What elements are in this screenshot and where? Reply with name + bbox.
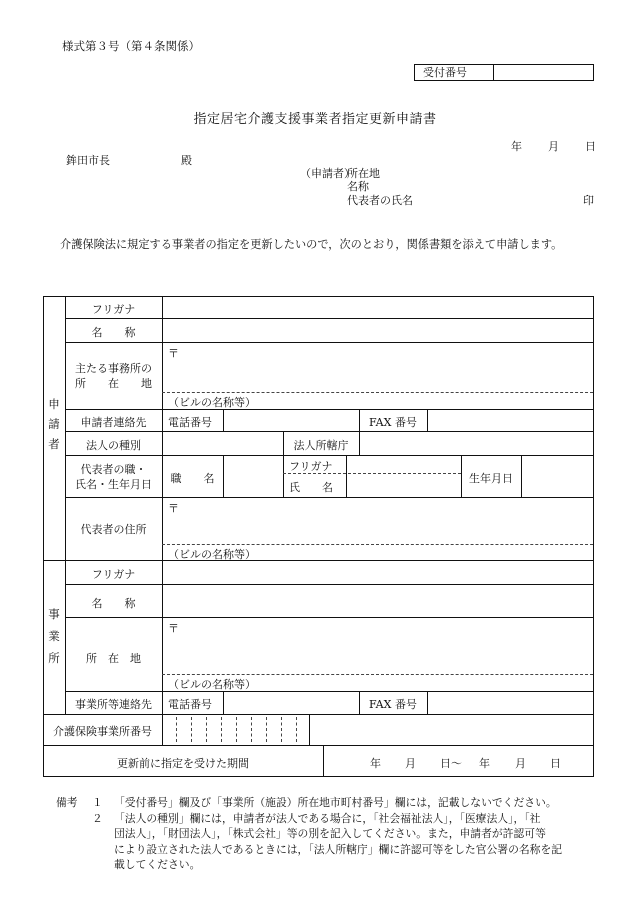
- office-postal-mark: 〒: [168, 622, 179, 635]
- office-furigana-label: フリガナ: [91, 568, 136, 581]
- rep-building-label: （ビルの名称等）: [168, 548, 256, 561]
- office-building-label: （ビルの名称等）: [168, 678, 256, 691]
- applicant-address-label: 所在地: [347, 167, 380, 180]
- seal-mark: 印: [583, 194, 594, 207]
- building-label: （ビルの名称等）: [168, 396, 256, 409]
- insurance-number-label: 介護保険事業所番号: [53, 725, 152, 738]
- applicant-rep-label: 代表者の氏名: [347, 194, 413, 207]
- fax-label: FAX 番号: [369, 416, 417, 429]
- date-day: 日: [585, 140, 596, 153]
- notes-section: [56, 795, 563, 873]
- applicant-name-field[interactable]: [162, 318, 593, 342]
- period-day-2: 日: [550, 757, 561, 770]
- date-year: 年: [511, 140, 522, 153]
- application-statement: 介護保険法に規定する事業者の指定を更新したいので，次のとおり，関係書類を添えて申請します。: [60, 238, 563, 251]
- document-title: 指定居宅介護支援事業者指定更新申請書: [193, 112, 437, 127]
- office-name-field[interactable]: [162, 584, 593, 617]
- note-2-line-3: により設立された法人であるときには，「法人所轄庁」欄に許認可等をした官公署の名称を記: [114, 842, 563, 856]
- note-2-line-2: 団法人」，「財団法人」，「株式会社」等の別を記入してください。また，申請者が許認可等: [114, 827, 546, 840]
- application-table: [43, 296, 594, 777]
- corp-authority-field[interactable]: [359, 431, 593, 455]
- office-phone-label: 電話番号: [168, 698, 212, 711]
- office-fax-label: FAX 番号: [369, 698, 417, 711]
- office-fax-field[interactable]: [427, 691, 593, 714]
- office-location-label: 所 在 地: [86, 652, 141, 665]
- phone-label: 電話番号: [168, 416, 212, 429]
- period-year-2: 年: [479, 757, 490, 770]
- applicant-label: （申請者）: [300, 167, 355, 180]
- corp-authority-label: 法人所轄庁: [293, 439, 349, 452]
- applicant-name-label: 名称: [347, 180, 369, 193]
- birthdate-label: 生年月日: [469, 472, 513, 485]
- office-furigana-field[interactable]: [162, 560, 593, 584]
- fax-field[interactable]: [427, 409, 593, 431]
- applicant-furigana-field[interactable]: [162, 296, 593, 318]
- addressee: 鉾田市長: [66, 154, 110, 167]
- applicant-furigana-label: フリガナ: [91, 303, 136, 316]
- rep-info-label: 代表者の職・ 氏名・生年月日: [75, 463, 152, 491]
- main-office-label: 主たる事務所の 所 在 地: [75, 362, 152, 390]
- period-year-1: 年: [370, 757, 381, 770]
- note-1-number: １: [92, 796, 103, 809]
- insurance-number-field[interactable]: [162, 714, 309, 745]
- applicant-name-label: 名 称: [91, 326, 136, 339]
- prior-period-label: 更新前に指定を受けた期間: [117, 757, 249, 770]
- note-2-line-1: 「法人の種別」欄には，申請者が法人である場合に，「社会福祉法人」，「医療法人」，「社: [114, 811, 541, 825]
- corp-type-label: 法人の種別: [86, 439, 141, 452]
- note-2-line-4: 載してください。: [114, 858, 201, 871]
- rep-furigana-label: フリガナ: [289, 460, 333, 473]
- office-name-label: 名 称: [91, 597, 136, 610]
- form-number: 様式第３号（第４条関係）: [62, 39, 200, 53]
- postal-mark: 〒: [168, 347, 179, 360]
- honorific: 殿: [181, 154, 192, 167]
- office-contact-label: 事業所等連絡先: [75, 698, 152, 711]
- receipt-number-box: [414, 64, 594, 81]
- rep-address-label: 代表者の住所: [80, 523, 147, 536]
- position-field[interactable]: [223, 455, 283, 497]
- receipt-number-field[interactable]: [494, 65, 593, 80]
- note-1-text: 「受付番号」欄及び「事業所（施設）所在地市町村番号」欄には，記載しないでください。: [114, 796, 557, 809]
- office-phone-field[interactable]: [223, 691, 359, 714]
- period-month-1: 月: [405, 757, 416, 770]
- rep-name-field[interactable]: [346, 455, 461, 497]
- phone-field[interactable]: [223, 409, 359, 431]
- applicant-contact-label: 申請者連絡先: [80, 416, 147, 429]
- period-day-1: 日～: [440, 757, 462, 770]
- rep-name-label: 氏 名: [289, 481, 333, 494]
- position-label: 職 名: [170, 472, 215, 485]
- birthdate-field[interactable]: [521, 455, 593, 497]
- applicant-group-label: 申 請 者: [48, 397, 60, 451]
- notes-label: 備考: [56, 796, 78, 809]
- receipt-number-label: 受付番号: [415, 65, 494, 80]
- date-month: 月: [548, 140, 559, 153]
- period-month-2: 月: [515, 757, 526, 770]
- corp-type-field[interactable]: [162, 431, 283, 455]
- note-2-number: ２: [92, 811, 103, 825]
- office-group-label: 事 業 所: [48, 607, 60, 665]
- rep-postal-mark: 〒: [168, 502, 179, 515]
